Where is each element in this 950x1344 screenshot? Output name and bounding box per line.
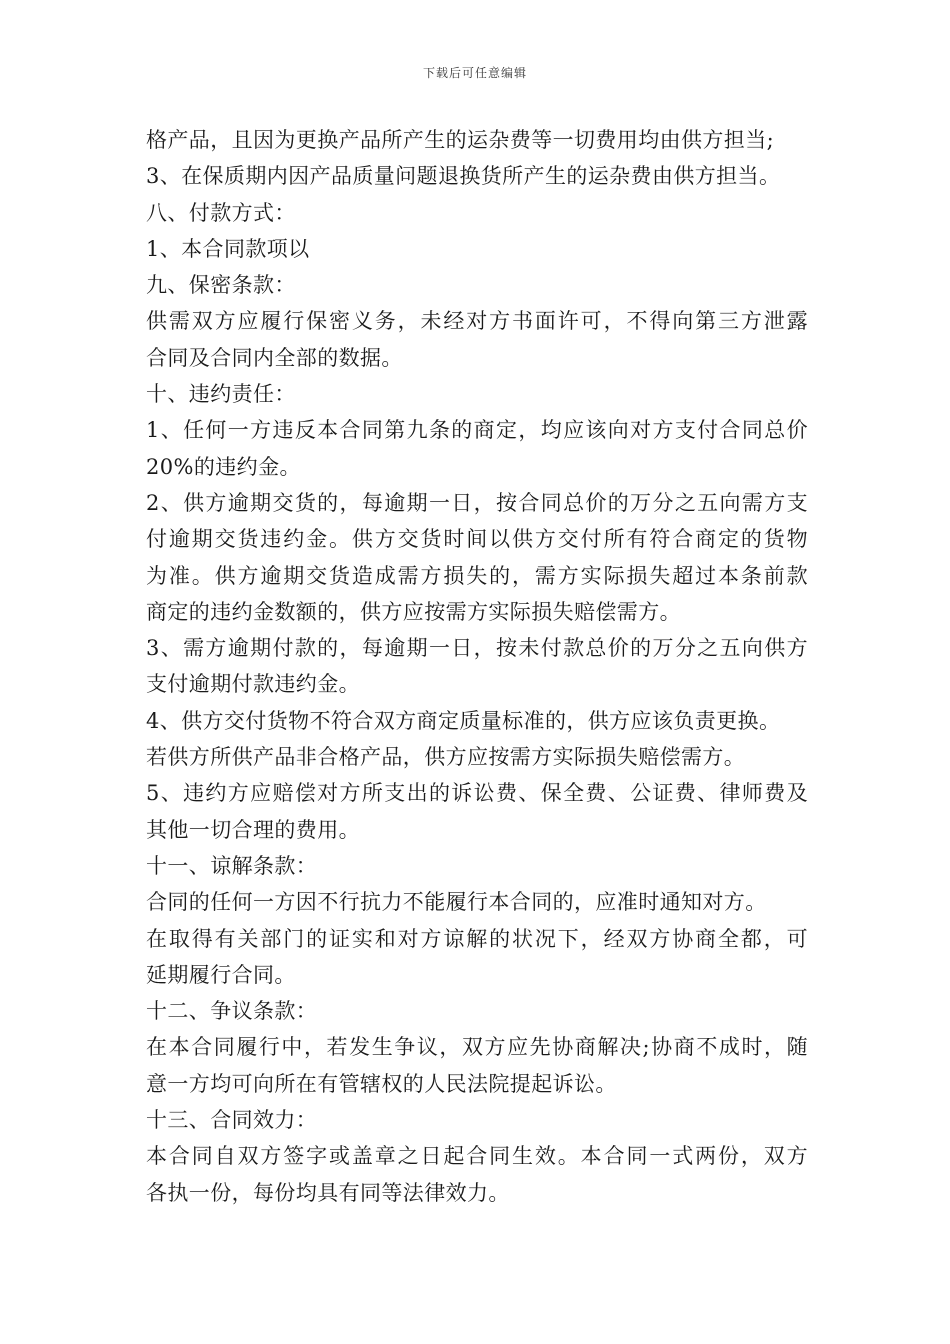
text-line: 在本合同履行中，若发生争议，双方应先协商解决;协商不成时，随 <box>146 1035 808 1060</box>
text-line: 本合同自双方签字或盖章之日起合同生效。本合同一式两份，双方 <box>146 1144 808 1169</box>
text-line: 若供方所供产品非合格产品，供方应按需方实际损失赔偿需方。 <box>146 745 746 770</box>
text-line: 十二、争议条款： <box>146 999 318 1024</box>
text-line: 为准。供方逾期交货造成需方损失的，需方实际损失超过本条前款 <box>146 563 808 588</box>
text-line: 付逾期交货违约金。供方交货时间以供方交付所有符合商定的货物 <box>146 527 808 552</box>
text-line: 各执一份，每份均具有同等法律效力。 <box>146 1180 510 1205</box>
text-line: 八、付款方式： <box>146 200 296 225</box>
document-body <box>146 122 808 1211</box>
text-line: 格产品，且因为更换产品所产生的运杂费等一切费用均由供方担当; <box>146 128 775 152</box>
page-header: 下载后可任意编辑 <box>422 66 527 80</box>
text-line: 5、违约方应赔偿对方所支出的诉讼费、保全费、公证费、律师费及 <box>146 781 808 806</box>
text-line: 合同的任何一方因不行抗力不能履行本合同的，应准时通知对方。 <box>146 890 767 915</box>
text-line: 合同及合同内全部的数据。 <box>146 345 403 370</box>
text-line: 九、保密条款： <box>146 273 296 298</box>
text-line: 2、供方逾期交货的，每逾期一日，按合同总价的万分之五向需方支 <box>146 490 808 515</box>
text-line: 延期履行合同。 <box>146 962 296 987</box>
text-line: 十三、合同效力： <box>146 1108 318 1133</box>
text-line: 十一、谅解条款： <box>146 853 318 878</box>
text-line: 3、在保质期内因产品质量问题退换货所产生的运杂费由供方担当。 <box>146 164 781 189</box>
text-line: 供需双方应履行保密义务，未经对方书面许可，不得向第三方泄露 <box>146 309 808 334</box>
text-line: 其他一切合理的费用。 <box>146 817 360 842</box>
text-line: 1、本合同款项以 <box>146 236 310 261</box>
text-line: 4、供方交付货物不符合双方商定质量标准的，供方应该负责更换。 <box>146 708 781 733</box>
text-line: 十、违约责任： <box>146 382 296 407</box>
text-line: 意一方均可向所在有管辖权的人民法院提起诉讼。 <box>146 1071 617 1096</box>
text-line: 商定的违约金数额的，供方应按需方实际损失赔偿需方。 <box>146 599 681 624</box>
text-line: 20%的违约金。 <box>146 454 301 479</box>
text-line: 在取得有关部门的证实和对方谅解的状况下，经双方协商全都，可 <box>146 926 808 951</box>
text-line: 3、需方逾期付款的，每逾期一日，按未付款总价的万分之五向供方 <box>146 636 808 661</box>
text-line: 支付逾期付款违约金。 <box>146 672 360 697</box>
text-line: 1、任何一方违反本合同第九条的商定，均应该向对方支付合同总价 <box>146 418 808 443</box>
